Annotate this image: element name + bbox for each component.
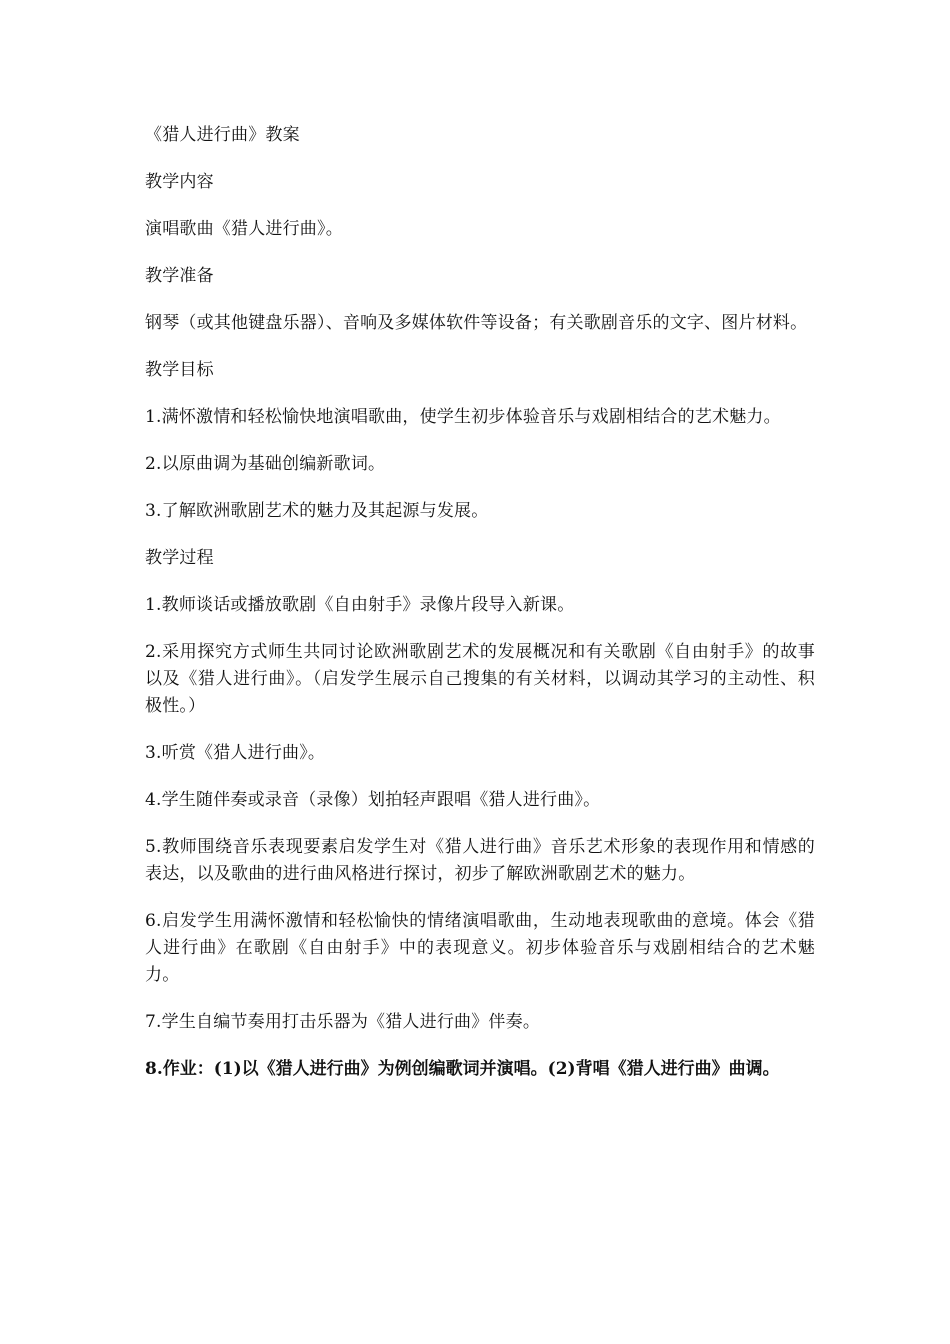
content-text: 演唱歌曲《猎人进行曲》。 [145, 219, 343, 239]
document-body [145, 122, 815, 1103]
process-heading: 教学过程 [145, 548, 214, 568]
prep-heading: 教学准备 [145, 266, 214, 286]
process-item: 7.学生自编节奏用打击乐器为《猎人进行曲》伴奏。 [145, 1012, 541, 1032]
prep-text: 钢琴（或其他键盘乐器）、音响及多媒体软件等设备；有关歌剧音乐的文字、图片材料。 [145, 313, 808, 333]
content-heading: 教学内容 [145, 172, 214, 192]
process-item: 1.教师谈话或播放歌剧《自由射手》录像片段导入新课。 [145, 595, 575, 615]
goal-item: 1.满怀激情和轻松愉快地演唱歌曲，使学生初步体验音乐与戏剧相结合的艺术魅力。 [145, 407, 781, 427]
process-item: 4.学生随伴奏或录音（录像）划拍轻声跟唱《猎人进行曲》。 [145, 790, 601, 810]
goal-item: 2.以原曲调为基础创编新歌词。 [145, 454, 386, 474]
process-item: 2.采用探究方式师生共同讨论欧洲歌剧艺术的发展概况和有关歌剧《自由射手》的故事以及《猎人进行曲》。（启发学生展示自己搜集的有关材料，以调动其学习的主动性、积极性。） [145, 642, 815, 716]
process-item: 6.启发学生用满怀激情和轻松愉快的情绪演唱歌曲，生动地表现歌曲的意境。体会《猎人进行曲》在歌剧《自由射手》中的表现意义。初步体验音乐与戏剧相结合的艺术魅力。 [145, 911, 815, 985]
goal-item: 3.了解欧洲歌剧艺术的魅力及其起源与发展。 [145, 501, 489, 521]
document-title: 《猎人进行曲》教案 [145, 125, 300, 145]
process-item: 3.听赏《猎人进行曲》。 [145, 743, 326, 763]
homework-item: 8.作业：(1)以《猎人进行曲》为例创编歌词并演唱。(2)背唱《猎人进行曲》曲调。 [145, 1059, 780, 1079]
goals-heading: 教学目标 [145, 360, 214, 380]
process-item: 5.教师围绕音乐表现要素启发学生对《猎人进行曲》音乐艺术形象的表现作用和情感的表达，以及歌曲的进行曲风格进行探讨，初步了解欧洲歌剧艺术的魅力。 [145, 837, 815, 884]
